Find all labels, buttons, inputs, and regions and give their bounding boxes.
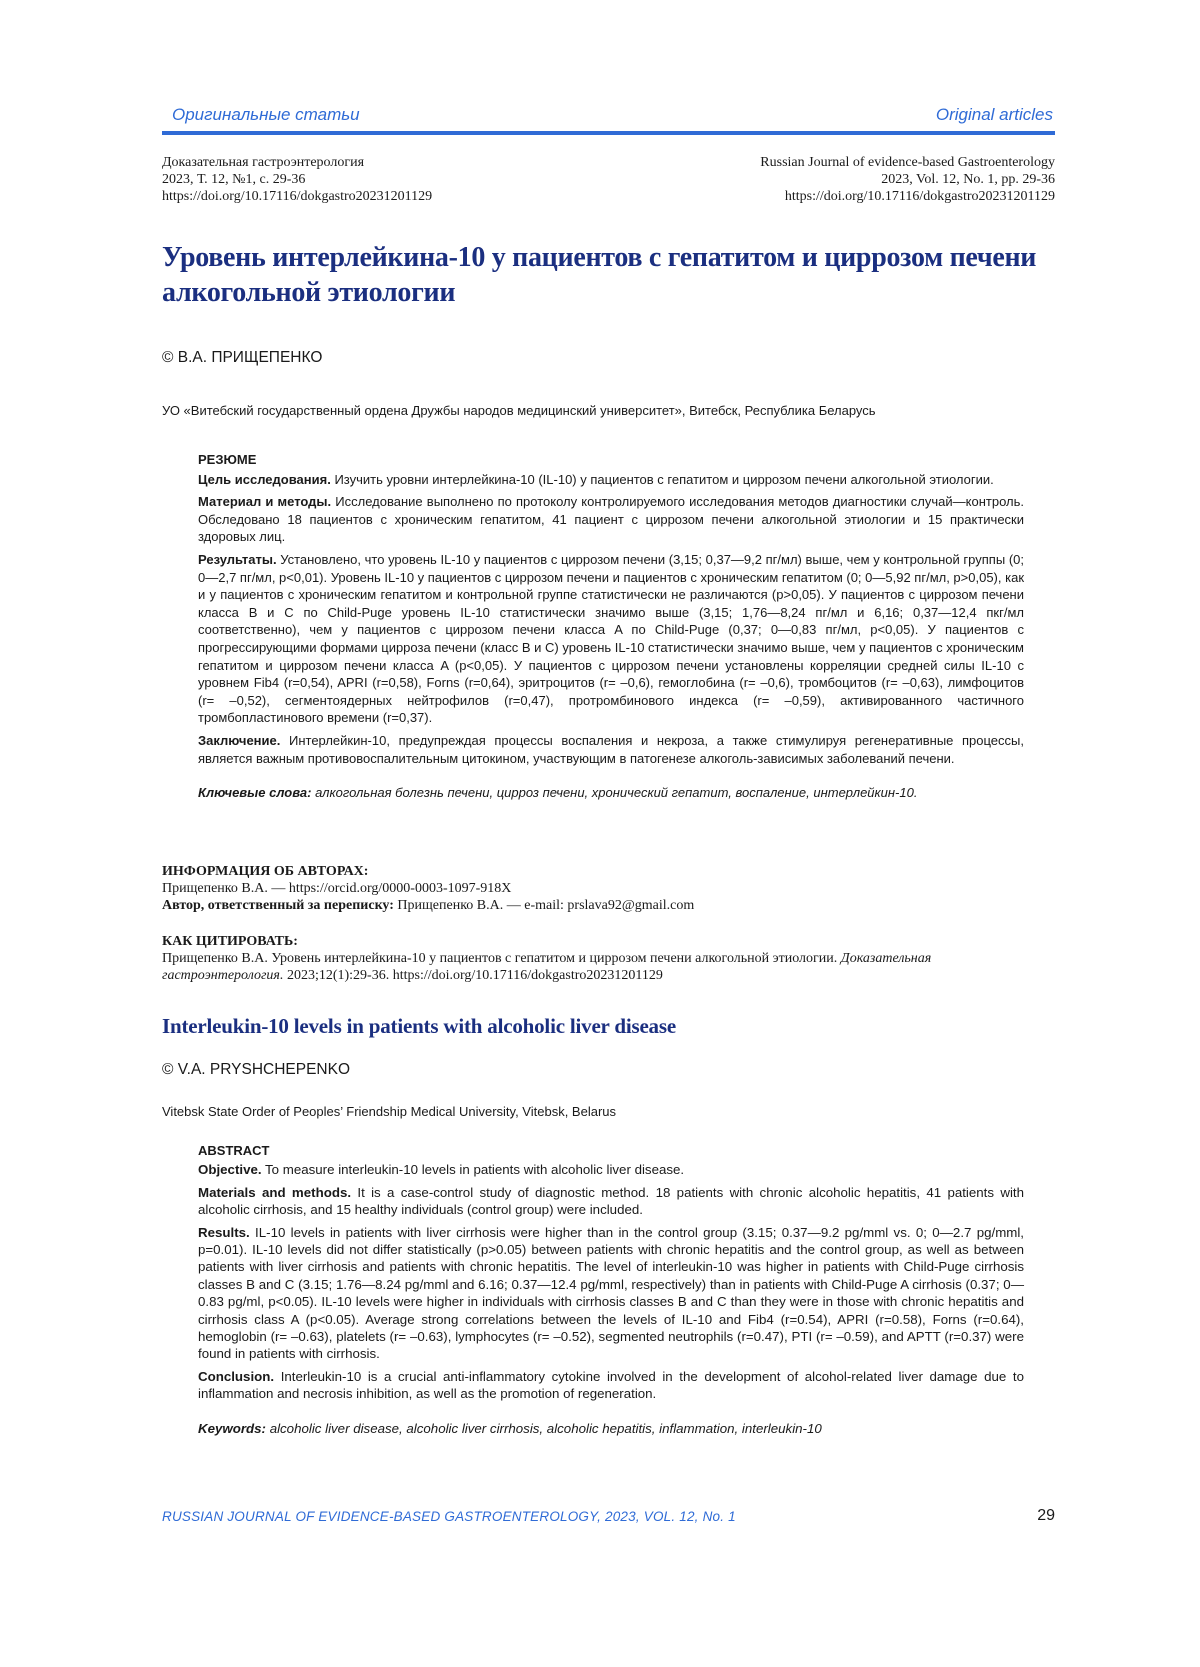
affiliation-ru: УО «Витебский государственный ордена Дружбы народов медицинский университет», Витебск, Республика Беларусь	[162, 403, 876, 418]
objective-text-ru: Изучить уровни интерлейкина-10 (IL-10) у пациентов с гепатитом и циррозом печени алкогольной этиологии.	[334, 471, 994, 487]
volume-en: 2023, Vol. 12, No. 1, pp. 29-36	[881, 172, 1055, 187]
abstract-ru	[198, 451, 1024, 802]
keywords-text-ru: алкогольная болезнь печени, цирроз печени, хронический гепатит, воспаление, интерлейкин-10.	[315, 785, 918, 801]
biblio-ru	[162, 154, 432, 205]
conclusion-text-ru: Интерлейкин-10, предупреждая процессы воспаления и некроза, а также стимулируя регенеративные процессы, является важным противовоспалительным цитокином, участвующим в патогенезе алкоголь-зависимых заболеваний печени.	[198, 732, 1024, 766]
abstract-en	[198, 1142, 1024, 1437]
methods-ru	[198, 493, 1024, 546]
objective-label-ru: Цель исследования.	[198, 471, 331, 487]
keywords-ru	[198, 784, 1024, 802]
methods-text-ru: Исследование выполнено по протоколу контролируемого исследования методов диагностики случай—контроль. Обследовано 18 пациентов с хроническим гепатитом, 41 пациент с циррозом печени алкогольной этиологии и 15 практически здоровых лиц.	[198, 494, 1024, 545]
objective-en	[198, 1161, 1024, 1178]
citation-heading: КАК ЦИТИРОВАТЬ:	[162, 934, 298, 949]
section-label-en: Original articles	[935, 105, 1053, 124]
citation-block	[162, 933, 1042, 984]
journal-name-ru: Доказательная гастроэнтерология	[162, 155, 365, 170]
conclusion-text-en: Interleukin-10 is a crucial anti-inflammatory cytokine involved in the development of alcohol-related liver damage due to inflammation and necrosis inhibition, as well as the promotion of regeneration.	[198, 1368, 1024, 1402]
author-info	[162, 863, 1042, 914]
abstract-heading-en: ABSTRACT	[198, 1143, 270, 1158]
abstract-heading-ru: РЕЗЮМЕ	[198, 452, 257, 467]
keywords-label-en: Keywords:	[198, 1420, 266, 1436]
results-text-ru: Установлено, что уровень IL-10 у пациентов с циррозом печени (3,15; 0,37—9,2 пг/мл) выше, чем у контрольной группы (0; 0—2,7 пг/мл, p<0,01). Уровень IL-10 у пациентов с циррозом печени и пациентов с хроническим гепатитом (0; 0—5,92 пг/мл, p>0,05), как и у пациентов с хроническим гепатитом и контрольной группе статистически не различаются (p>0,05). У пациентов с циррозом печени класса B и C по Child-Puge уровень IL-10 статистически значимо выше (3,15; 1,76—8,24 пг/мл и 6,16; 0,37—12,4 пкг/мл соответственно), чем у пациентов с циррозом печени класса A по Child-Puge (0,37; 0—0,83 пг/мл, p<0,05). У пациентов с прогрессирующими формами цирроза печени (класс B и C) уровень IL-10 статистически значимо выше, чем у пациентов с хроническим гепатитом и циррозом печени класса A (p<0,05). У пациентов с циррозом печени установлены корреляции средней силы IL-10 с уровнем Fib4 (r=0,54), APRI (r=0,58), Forns (r=0,64), эритроцитов (r= –0,6), гемоглобина (r= –0,6), тромбоцитов (r= –0,63), лимфоцитов (r= –0,52), сегментоядерных нейтрофилов (r=0,47), протромбинового индекса (r= –0,59), активированного частичного тромбопластинового времени (r=0,37).	[198, 551, 1025, 726]
citation-text	[162, 950, 1042, 984]
section-header	[162, 103, 1055, 135]
orcid-line[interactable]: Прищепенко В.А. — https://orcid.org/0000-0003-1097-918X	[162, 881, 512, 896]
objective-label-en: Objective.	[198, 1162, 262, 1178]
doi-ru[interactable]: https://doi.org/10.17116/dokgastro20231201129	[162, 189, 433, 204]
results-en	[198, 1224, 1024, 1363]
footer-journal: RUSSIAN JOURNAL OF EVIDENCE-BASED GASTROENTEROLOGY, 2023, VOL. 12, No. 1	[162, 1509, 736, 1524]
results-label-ru: Результаты.	[198, 551, 277, 567]
page-number: 29	[1037, 1507, 1055, 1524]
results-ru	[198, 551, 1024, 727]
corresponding-text[interactable]: Прищепенко В.А. — e-mail: prslava92@gmail.com	[397, 898, 695, 913]
section-label-ru: Оригинальные статьи	[172, 105, 360, 124]
biblio-en	[760, 154, 1055, 205]
methods-en	[198, 1184, 1024, 1219]
keywords-en	[198, 1420, 1024, 1437]
objective-ru	[198, 471, 1024, 489]
title-ru-line2: алкогольной этиологии	[162, 277, 456, 308]
citation-main: Прищепенко В.А. Уровень интерлейкина-10 у пациентов с гепатитом и циррозом печени алкогольной этиологии.	[162, 951, 838, 966]
doi-en[interactable]: https://doi.org/10.17116/dokgastro20231201129	[784, 189, 1055, 204]
methods-label-en: Materials and methods.	[198, 1184, 352, 1200]
keywords-text-en: alcoholic liver disease, alcoholic liver cirrhosis, alcoholic hepatitis, inflammation, interleukin-10	[269, 1420, 822, 1436]
conclusion-en	[198, 1368, 1024, 1403]
corresponding-label: Автор, ответственный за переписку:	[162, 898, 394, 913]
results-label-en: Results.	[198, 1224, 250, 1240]
affiliation-en: Vitebsk State Order of Peoples’ Friendship Medical University, Vitebsk, Belarus	[162, 1104, 617, 1119]
author-en: © V.A. PRYSHCHEPENKO	[162, 1061, 351, 1078]
author-ru: © В.А. ПРИЩЕПЕНКО	[162, 349, 323, 366]
conclusion-label-ru: Заключение.	[198, 732, 281, 748]
methods-label-ru: Материал и методы.	[198, 494, 332, 510]
citation-journal: Доказательная гастроэнтерология.	[162, 951, 932, 983]
article-title-en: Interleukin-10 levels in patients with alcoholic liver disease	[162, 1014, 676, 1038]
methods-text-en: It is a case-control study of diagnostic method. 18 patients with chronic alcoholic hepatitis, 41 patients with alcoholic cirrhosis, and 15 healthy individuals (control group) were included.	[198, 1184, 1024, 1218]
title-ru-line1: Уровень интерлейкина-10 у пациентов с гепатитом и циррозом печени	[162, 242, 1037, 273]
volume-ru: 2023, Т. 12, №1, с. 29-36	[162, 172, 306, 187]
article-title-ru	[162, 240, 1062, 310]
citation-tail[interactable]: 2023;12(1):29‑36. https://doi.org/10.17116/dokgastro20231201129	[286, 968, 663, 983]
journal-name-en: Russian Journal of evidence-based Gastroenterology	[760, 155, 1055, 170]
results-text-en: IL-10 levels in patients with liver cirrhosis were higher than in the control group (3.15; 0.37—9.2 pg/mml vs. 0; 0—2.7 pg/mml, p=0.01). IL-10 levels did not differ statistically (p>0.05) between patients with chronic hepatitis and the control group, as well as between patients with liver cirrhosis and patients with chronic hepatitis. The level of interleukin-10 was higher in patients with Child-Puge cirrhosis classes B and C (3.15; 1.76—8.24 pg/mml and 6.16; 0.37—12.4 pg/mml, respectively) than in patients with Child-Puge A cirrhosis (0.37; 0—0.83 pg/ml, p<0.05). IL-10 levels were higher in individuals with cirrhosis classes B and C than they were in those with chronic hepatitis and cirrhosis class A (p<0.05). Average strong correlations between the levels of IL-10 and Fib4 (r=0.54), APRI (r=0.58), Forns (r=0.64), hemoglobin (r= –0.63), platelets (r= –0.63), lymphocytes (r= –0.52), segmented neutrophils (r=0.47), PTI (r= –0.59), and APTT (r=0.37) were found in patients with cirrhosis.	[198, 1224, 1024, 1362]
conclusion-ru	[198, 732, 1024, 767]
conclusion-label-en: Conclusion.	[198, 1368, 275, 1384]
author-info-heading: ИНФОРМАЦИЯ ОБ АВТОРАХ:	[162, 864, 369, 879]
keywords-label-ru: Ключевые слова:	[198, 785, 312, 801]
objective-text-en: To measure interleukin-10 levels in patients with alcoholic liver disease.	[265, 1162, 685, 1178]
corresponding-author	[162, 897, 1042, 914]
